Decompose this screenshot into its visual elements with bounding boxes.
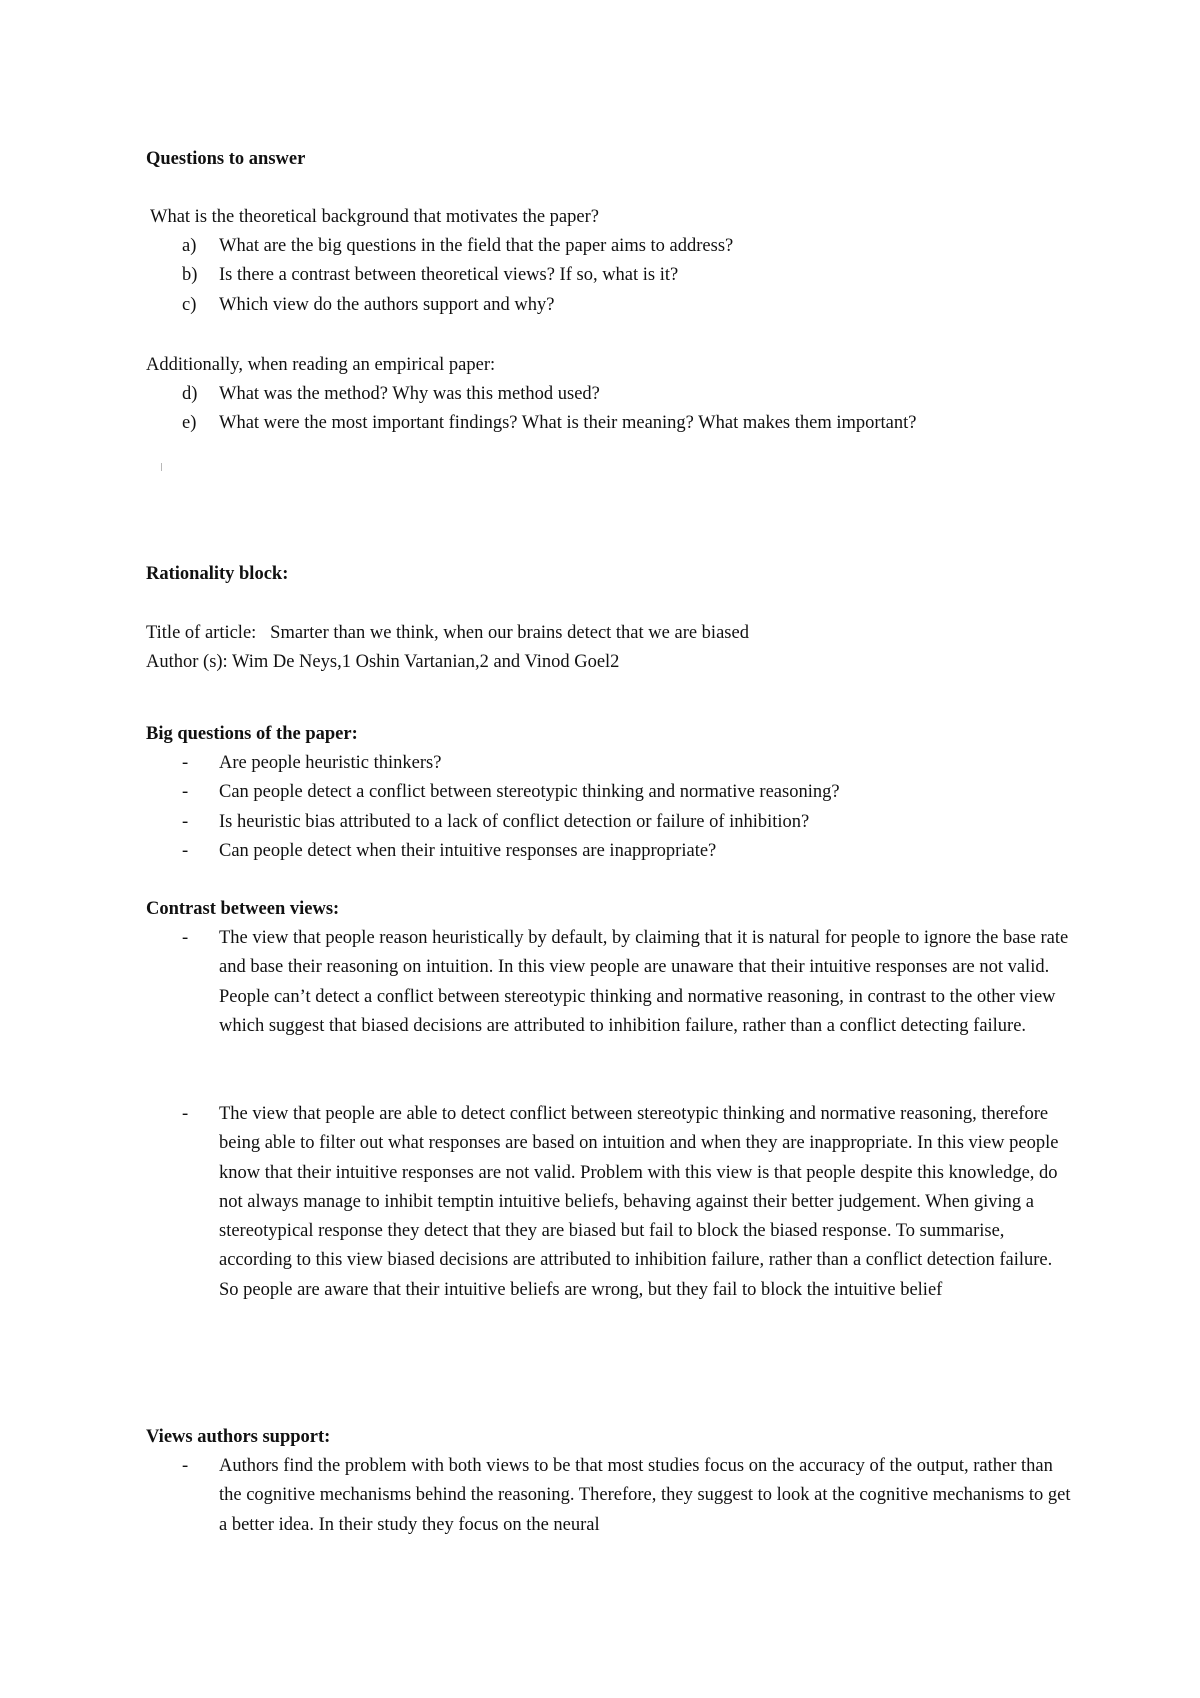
big-questions-list [146,749,1076,866]
list-item-text: Which view do the authors support and why? [219,294,555,315]
list-marker: - [182,811,189,832]
list-item [146,924,1076,1041]
list-marker: d) [182,384,198,404]
list-item-text: Is there a contrast between theoretical views? If so, what is it? [219,265,679,286]
list-item-text: The view that people reason heuristically by default, by claiming that it is natural for people to ignore the base rate and base their reasoning on intuition. In this view people are unaware that their intuitive responses are not valid. People can’t detect a conflict between stereotypic thinking and normative reasoning, in contrast to the other view which suggest that biased decisions are attributed to inhibition failure, rather than a conflict detecting failure. [219,928,1069,1036]
list-item [146,778,1076,807]
list-marker: - [182,928,189,948]
list-marker: - [182,1456,189,1476]
support-list [146,1452,1076,1540]
additional-list [146,380,1076,439]
list-item [146,837,1076,866]
list-item [146,808,1076,837]
list-marker: c) [182,294,197,315]
questions-intro: What is the theoretical background that motivates the paper? [150,207,599,227]
list-item-text: Are people heuristic thinkers? [219,753,442,773]
list-marker: - [182,753,189,773]
article-title-line: Title of article: Smarter than we think, when our brains detect that we are biased [146,623,749,643]
list-item-text: What are the big questions in the field that the paper aims to address? [219,236,734,256]
stray-mark [161,463,162,471]
support-heading: Views authors support: [146,1427,331,1447]
list-item-text: What was the method? Why was this method used? [219,384,600,404]
list-item [146,261,1076,290]
list-item [146,291,1076,320]
list-item-text: Is heuristic bias attributed to a lack of conflict detection or failure of inhibition? [219,811,810,832]
list-marker: a) [182,236,197,256]
list-item-text: Authors find the problem with both views to be that most studies focus on the accuracy of the output, rather than the cognitive mechanisms behind the reasoning. Therefore, they suggest to look at the cognitive mechanisms to get a better idea. In their study they focus on the neural [219,1456,1071,1535]
article-author-line: Author (s): Wim De Neys,1 Oshin Vartanian,2 and Vinod Goel2 [146,652,620,672]
questions-heading: Questions to answer [146,149,306,169]
list-marker: - [182,840,189,861]
list-item [146,232,1076,261]
list-item [146,409,1076,438]
list-item [146,749,1076,778]
contrast-heading: Contrast between views: [146,899,340,919]
list-marker: - [182,1104,189,1124]
list-item [146,1100,1076,1305]
list-marker: - [182,782,189,803]
list-marker: b) [182,265,198,286]
list-item-text: What were the most important findings? What is their meaning? What makes them important? [219,413,917,434]
contrast-list [146,924,1076,1041]
list-item [146,380,1076,409]
contrast-list-second [146,1100,1076,1305]
additional-intro: Additionally, when reading an empirical paper: [146,355,496,375]
list-item-text: Can people detect a conflict between stereotypic thinking and normative reasoning? [219,782,840,803]
rationality-heading: Rationality block: [146,564,289,584]
list-item-text: Can people detect when their intuitive responses are inappropriate? [219,840,717,861]
questions-list [146,232,1076,320]
big-questions-heading: Big questions of the paper: [146,724,358,744]
list-item-text: The view that people are able to detect conflict between stereotypic thinking and normative reasoning, therefore being able to filter out what responses are based on intuition and when they are inappropriate. In this view people know that their intuitive responses are not valid. Problem with this view is that people despite this knowledge, do not always manage to inhibit temptin intuitive beliefs, behaving against their better judgement. When giving a stereotypical response they detect that they are biased but fail to block the biased response. To summarise, according to this view biased decisions are attributed to inhibition failure, rather than a conflict detection failure. So people are aware that their intuitive beliefs are wrong, but they fail to block the intuitive belief [219,1104,1059,1300]
list-item [146,1452,1076,1540]
list-marker: e) [182,413,197,434]
